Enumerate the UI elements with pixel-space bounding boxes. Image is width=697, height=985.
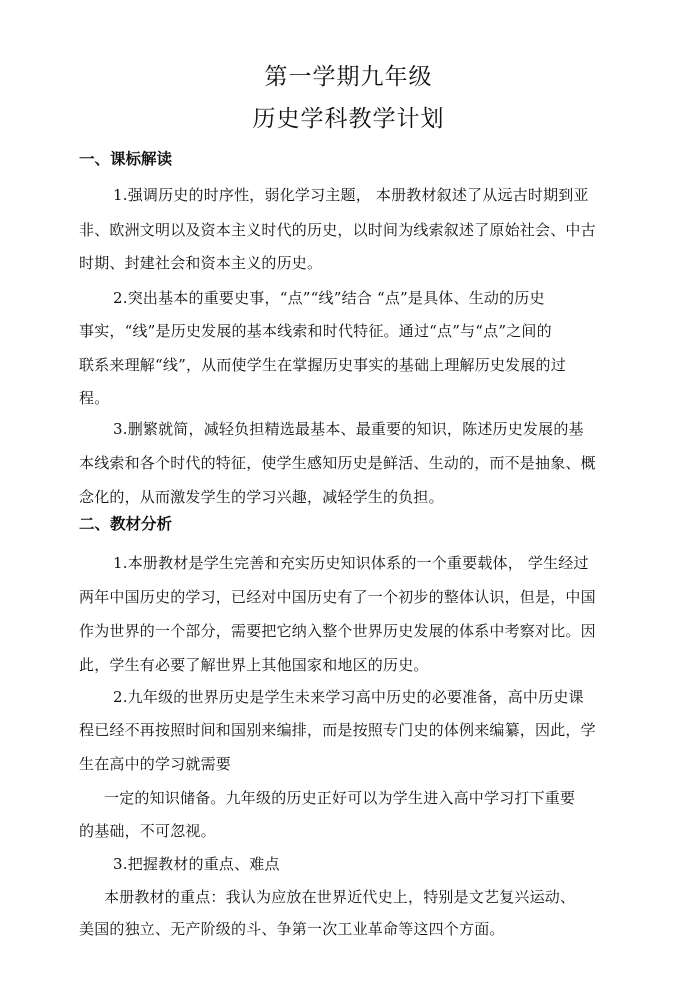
paragraph-line: 程已经不再按照时间和国别来编排，而是按照专门史的体例来编纂，因此，学 xyxy=(79,721,596,739)
paragraph-line: 时期、封建社会和资本主义的历史。 xyxy=(79,254,323,272)
paragraph-line: 作为世界的一个部分，需要把它纳入整个世界历史发展的体系中考察对比。因 xyxy=(79,622,596,640)
document-title-line2: 历史学科教学计划 xyxy=(252,106,445,132)
paragraph-line: 2.突出基本的重要史事，“点”“线”结合 “点”是具体、生动的历史 xyxy=(113,289,545,307)
paragraph-line: 此，学生有必要了解世界上其他国家和地区的历史。 xyxy=(79,656,429,674)
section-heading-textbook-analysis: 二、教材分析 xyxy=(79,515,173,533)
paragraph-line: 1.本册教材是学生完善和充实历史知识体系的一个重要载体， 学生经过 xyxy=(113,554,589,572)
paragraph-line: 一定的知识储备。九年级的历史正好可以为学生进入高中学习打下重要 xyxy=(104,789,576,807)
paragraph-line: 生在高中的学习就需要 xyxy=(79,755,232,773)
paragraph-line: 3.把握教材的重点、难点 xyxy=(113,855,280,873)
paragraph-line: 联系来理解“线”，从而使学生在掌握历史事实的基础上理解历史发展的过 xyxy=(79,356,566,374)
section-heading-curriculum: 一、课标解读 xyxy=(79,150,173,168)
paragraph-line: 1.强调历史的时序性，弱化学习主题， 本册教材叙述了从远古时期到亚 xyxy=(113,186,589,204)
paragraph-line: 的基础，不可忽视。 xyxy=(79,822,216,840)
paragraph-line: 美国的独立、无产阶级的斗、争第一次工业革命等这四个方面。 xyxy=(79,920,505,938)
paragraph-line: 念化的，从而激发学生的学习兴趣，减轻学生的负担。 xyxy=(79,488,444,506)
paragraph-line: 本册教材的重点：我认为应放在世界近代史上，特别是文艺复兴运动、 xyxy=(104,888,576,906)
paragraph-line: 3.删繁就简，减轻负担精选最基本、最重要的知识，陈述历史发展的基 xyxy=(113,420,584,438)
document-title-line1: 第一学期九年级 xyxy=(264,64,433,90)
paragraph-line: 事实，“线”是历史发展的基本线索和时代特征。通过“点”与“点”之间的 xyxy=(79,322,552,340)
paragraph-line: 两年中国历史的学习，已经对中国历史有了一个初步的整体认识，但是，中国 xyxy=(79,588,596,606)
paragraph-line: 本线索和各个时代的特征，使学生感知历史是鲜活、生动的，而不是抽象、概 xyxy=(79,454,596,472)
paragraph-line: 2.九年级的世界历史是学生未来学习高中历史的必要准备，高中历史课 xyxy=(113,688,584,706)
paragraph-line: 程。 xyxy=(79,389,110,407)
paragraph-line: 非、欧洲文明以及资本主义时代的历史，以时间为线索叙述了原始社会、中古 xyxy=(79,221,596,239)
